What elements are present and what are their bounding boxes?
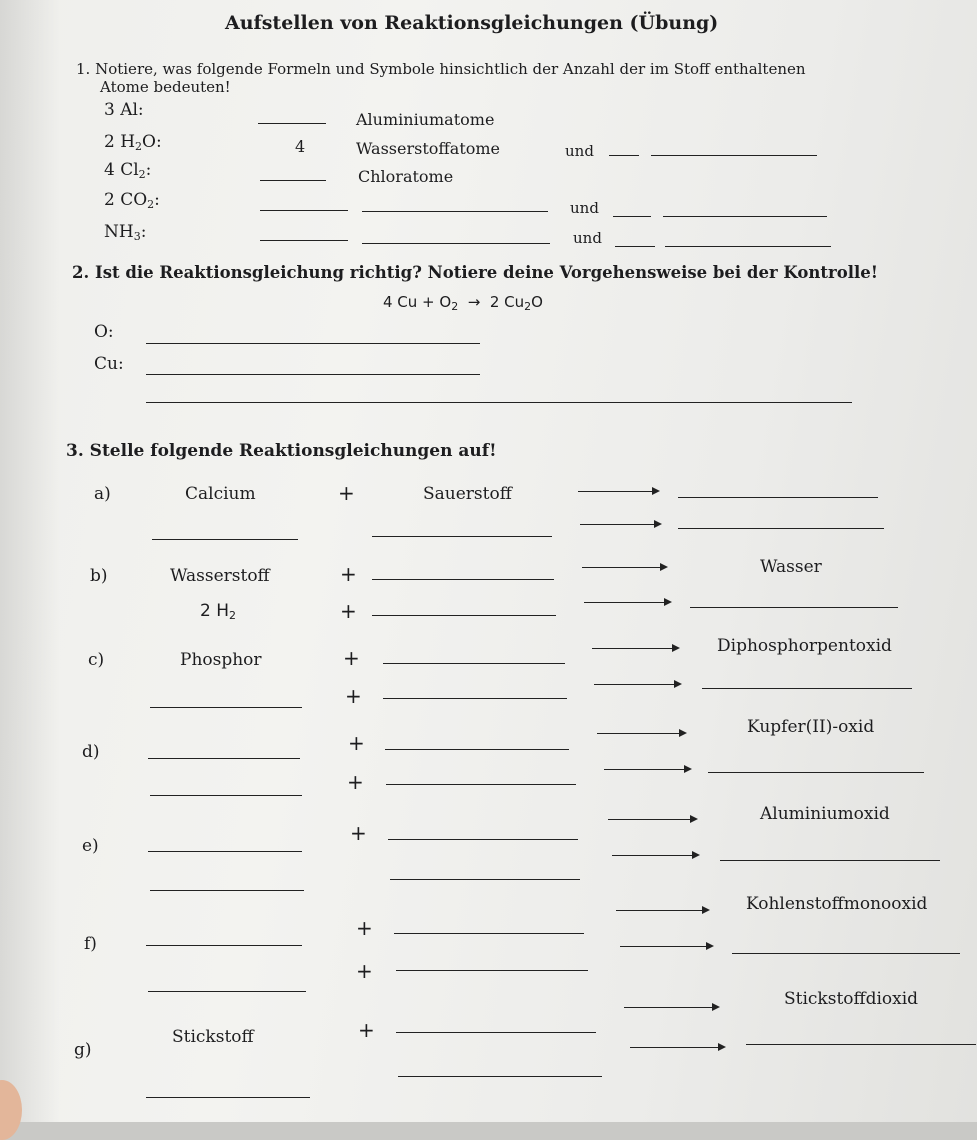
f-plus1: + (356, 916, 373, 940)
answer-line-co2-c[interactable] (613, 216, 651, 217)
und-h2o: und (565, 142, 594, 160)
e-plus1: + (350, 821, 367, 845)
answer-line-co2-b[interactable] (362, 211, 548, 212)
f-line1-reactant1[interactable] (146, 945, 302, 946)
a-arrow1 (578, 491, 658, 492)
formula-3al: 3 Al: (104, 100, 144, 120)
label-e: e) (82, 836, 99, 856)
b-formula-h2: 2 $H_2$ (200, 601, 237, 622)
e-line2-reactant1[interactable] (150, 890, 304, 891)
answer-line-cu[interactable] (146, 374, 480, 375)
atom-label-cl: Chloratome (358, 167, 454, 186)
d-line2-reactant2[interactable] (386, 784, 576, 785)
d-line2-product[interactable] (708, 772, 924, 773)
answer-line-nh3-c[interactable] (615, 246, 655, 247)
c-plus1: + (343, 646, 360, 670)
d-line1-reactant2[interactable] (385, 749, 569, 750)
formula-co2: 2 $CO_2$: (104, 190, 160, 211)
b-line1-reactant2[interactable] (372, 579, 554, 580)
e-arrow1 (608, 819, 696, 820)
answer-line-nh3-b[interactable] (362, 243, 550, 244)
f-plus2: + (356, 959, 373, 983)
atom-label-al: Aluminiumatome (356, 110, 495, 129)
answer-line-o[interactable] (146, 343, 480, 344)
task2-prompt: 2. Ist die Reaktionsgleichung richtig? Notiere deine Vorgehensweise bei der Kontrolle! (72, 263, 878, 282)
e-line1-reactant2[interactable] (388, 839, 578, 840)
a-plus: + (338, 481, 355, 505)
d-arrow2 (604, 769, 690, 770)
g-line2-reactant1[interactable] (146, 1097, 310, 1098)
c-plus2: + (345, 684, 362, 708)
d-product: Kupfer(II)-oxid (747, 717, 875, 737)
f-arrow2 (620, 946, 712, 947)
c-arrow1 (592, 648, 678, 649)
b-arrow2 (584, 602, 670, 603)
answer-line-nh3-a[interactable] (260, 240, 348, 241)
label-g: g) (74, 1040, 92, 1060)
atom-label-h: Wasserstoffatome (356, 139, 501, 158)
d-plus2: + (347, 770, 364, 794)
f-line1-reactant2[interactable] (394, 933, 584, 934)
g-line1-reactant2[interactable] (396, 1032, 596, 1033)
formula-h2o: 2 $H_2O$: (104, 132, 162, 153)
e-line2-reactant2[interactable] (390, 879, 580, 880)
formula-nh3: $NH_3$: (104, 222, 147, 243)
a-line2-reactant1[interactable] (152, 539, 298, 540)
task1-prompt-line1: 1. Notiere, was folgende Formeln und Symbole hinsichtlich der Anzahl der im Stoff enthaltenen (76, 60, 806, 78)
label-c: c) (88, 650, 105, 670)
answer-line-co2-a[interactable] (260, 210, 348, 211)
und-co2: und (570, 199, 599, 217)
b-plus1: + (340, 562, 357, 586)
answer-line-co2-d[interactable] (663, 216, 827, 217)
b-reactant1: Wasserstoff (170, 566, 270, 586)
g-plus1: + (358, 1018, 375, 1042)
f-arrow1 (616, 910, 708, 911)
a-arrow2 (580, 524, 660, 525)
answer-line-al[interactable] (258, 123, 326, 124)
answer-line-nh3-d[interactable] (665, 246, 831, 247)
answer-h2o-handwritten: 4 (295, 137, 306, 156)
label-f: f) (84, 934, 97, 954)
d-arrow1 (597, 733, 685, 734)
f-line2-reactant1[interactable] (148, 991, 306, 992)
c-reactant1: Phosphor (180, 650, 262, 670)
answer-line-h2o-b[interactable] (651, 155, 817, 156)
c-line2-product[interactable] (702, 688, 912, 689)
c-arrow2 (594, 684, 680, 685)
label-o: O: (94, 322, 114, 342)
g-reactant1: Stickstoff (172, 1027, 254, 1047)
page-title: Aufstellen von Reaktionsgleichungen (Übung) (225, 12, 719, 34)
e-line2-product[interactable] (720, 860, 940, 861)
f-line2-product[interactable] (732, 953, 960, 954)
b-arrow1 (582, 567, 666, 568)
c-line2-reactant2[interactable] (383, 698, 567, 699)
page-shadow (0, 0, 60, 1122)
answer-line-extra[interactable] (146, 402, 852, 403)
g-line2-reactant2[interactable] (398, 1076, 602, 1077)
und-nh3: und (573, 229, 602, 247)
f-line2-reactant2[interactable] (396, 970, 588, 971)
answer-line-cl[interactable] (260, 180, 326, 181)
e-arrow2 (612, 855, 698, 856)
f-product: Kohlenstoffmonooxid (746, 894, 928, 914)
e-product: Aluminiumoxid (760, 804, 890, 824)
b-line2-reactant2[interactable] (372, 615, 556, 616)
b-plus2: + (340, 599, 357, 623)
b-product: Wasser (760, 557, 822, 577)
label-a: a) (94, 484, 111, 504)
c-line2-reactant1[interactable] (150, 707, 302, 708)
a-product-line1[interactable] (678, 497, 878, 498)
d-line2-reactant1[interactable] (150, 795, 302, 796)
task1-prompt-line2: Atome bedeuten! (100, 78, 231, 96)
g-product: Stickstoffdioxid (784, 989, 919, 1009)
d-line1-reactant1[interactable] (148, 758, 300, 759)
b-line2-product[interactable] (690, 607, 898, 608)
a-product-line2[interactable] (678, 528, 884, 529)
g-line2-product[interactable] (746, 1044, 976, 1045)
a-line2-reactant2[interactable] (372, 536, 552, 537)
label-b: b) (90, 566, 108, 586)
g-arrow1 (624, 1007, 718, 1008)
a-reactant2: Sauerstoff (423, 484, 512, 504)
g-arrow2 (630, 1047, 724, 1048)
label-d: d) (82, 742, 100, 762)
reaction-equation: 4 $Cu + O_2 \to 2$ $Cu_2O$ (383, 293, 543, 313)
a-reactant1: Calcium (185, 484, 256, 504)
c-line1-reactant2[interactable] (383, 663, 565, 664)
formula-cl2: 4 $Cl_2$: (104, 160, 152, 181)
c-product: Diphosphorpentoxid (717, 636, 892, 656)
e-line1-reactant1[interactable] (148, 851, 302, 852)
d-plus1: + (348, 731, 365, 755)
task3-prompt: 3. Stelle folgende Reaktionsgleichungen auf! (66, 441, 497, 461)
answer-line-h2o-a[interactable] (609, 155, 639, 156)
label-cu: Cu: (94, 354, 124, 374)
